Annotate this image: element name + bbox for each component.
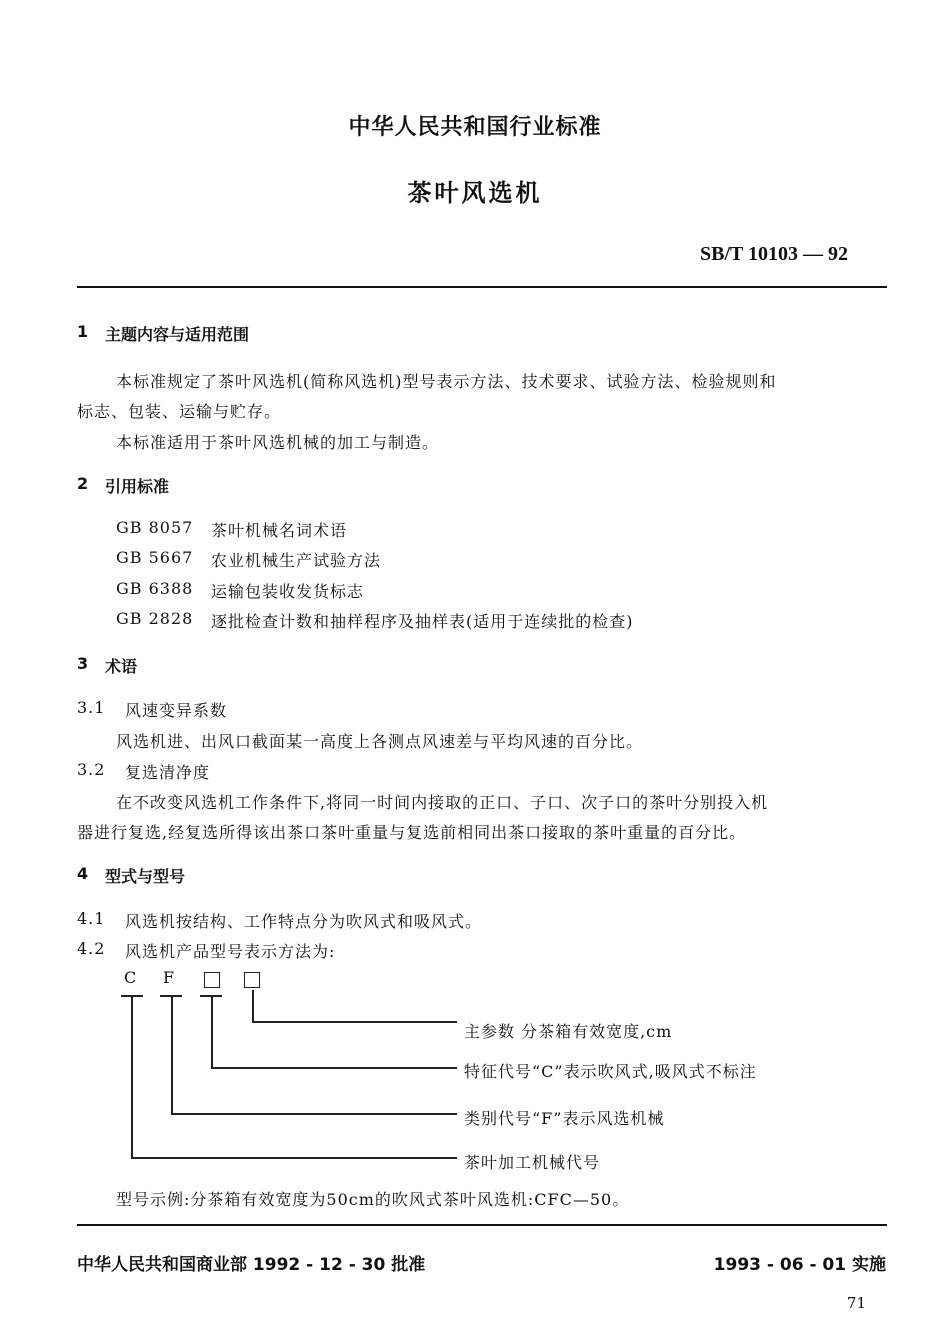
section-1-para1-line2: 标志、包装、运输与贮存。 [77,402,282,421]
section-1-title: 主题内容与适用范围 [105,325,250,344]
item-4-1-number: 4.1 [77,909,106,928]
term-3-2-number: 3.2 [77,760,106,779]
reference-code: GB 6388 [116,579,194,598]
org-title: 中华人民共和国行业标准 [348,115,602,140]
section-3-number: 3 [77,654,89,673]
reference-name: 农业机械生产试验方法 [211,551,382,570]
diagram-letter-f: F [163,968,176,987]
section-1-para1-line1: 本标准规定了茶叶风选机(简称风选机)型号表示方法、技术要求、试验方法、检验规则和 [116,372,777,391]
section-2-title: 引用标准 [105,477,170,496]
diagram-connector [131,996,133,1158]
diagram-connector [131,1157,457,1159]
effective-statement: 1993 - 06 - 01 实施 [713,1255,886,1275]
approval-statement: 中华人民共和国商业部 1992 - 12 - 30 批准 [77,1255,426,1275]
reference-code: GB 8057 [116,518,194,537]
section-1-number: 1 [77,322,89,341]
section-4-title: 型式与型号 [105,867,186,886]
item-4-2-text: 风选机产品型号表示方法为: [125,942,336,961]
reference-code: GB 2828 [116,609,194,628]
term-3-1-title: 风速变异系数 [125,701,228,720]
diagram-label-machine-code: 茶叶加工机械代号 [464,1153,601,1172]
term-3-1-definition: 风选机进、出风口截面某一高度上各测点风速差与平均风速的百分比。 [116,732,644,751]
diagram-connector [252,990,254,1022]
diagram-placeholder-box [244,972,260,988]
term-3-1-number: 3.1 [77,698,106,717]
diagram-connector [211,1067,457,1069]
footer-rule [77,1224,887,1226]
header-rule [77,286,887,288]
diagram-connector [211,996,213,1068]
reference-code: GB 5667 [116,548,194,567]
doc-title: 茶叶风选机 [407,179,543,207]
diagram-connector [171,1113,457,1115]
item-4-1-text: 风选机按结构、工作特点分为吹风式和吸风式。 [125,912,483,931]
section-4-number: 4 [77,864,89,883]
term-3-2-title: 复选清净度 [125,763,211,782]
reference-name: 运输包装收发货标志 [211,582,365,601]
diagram-label-feature-code: 特征代号“C”表示吹风式,吸风式不标注 [464,1062,757,1081]
diagram-label-category-code: 类别代号“F”表示风选机械 [464,1109,665,1128]
section-1-para2: 本标准适用于茶叶风选机械的加工与制造。 [116,433,440,452]
term-3-2-definition-line1: 在不改变风选机工作条件下,将同一时间内接取的正口、子口、次子口的茶叶分别投入机 [116,793,769,812]
section-2-number: 2 [77,474,89,493]
page-number: 71 [846,1294,866,1312]
reference-name: 逐批检查计数和抽样程序及抽样表(适用于连续批的检查) [211,612,634,631]
diagram-letter-c: C [124,968,138,987]
item-4-2-number: 4.2 [77,939,106,958]
standard-code: SB/T 10103 — 92 [700,243,848,265]
reference-name: 茶叶机械名词术语 [211,521,348,540]
term-3-2-definition-line2: 器进行复选,经复选所得该出茶口茶叶重量与复选前相同出茶口接取的茶叶重量的百分比。 [77,823,747,842]
diagram-placeholder-box [204,972,220,988]
diagram-label-main-parameter: 主参数 分茶箱有效宽度,cm [464,1022,673,1041]
diagram-connector [252,1021,457,1023]
section-3-title: 术语 [105,657,138,676]
diagram-connector [171,996,173,1114]
model-example: 型号示例:分茶箱有效宽度为50cm的吹风式茶叶风选机:CFC—50。 [116,1190,630,1209]
